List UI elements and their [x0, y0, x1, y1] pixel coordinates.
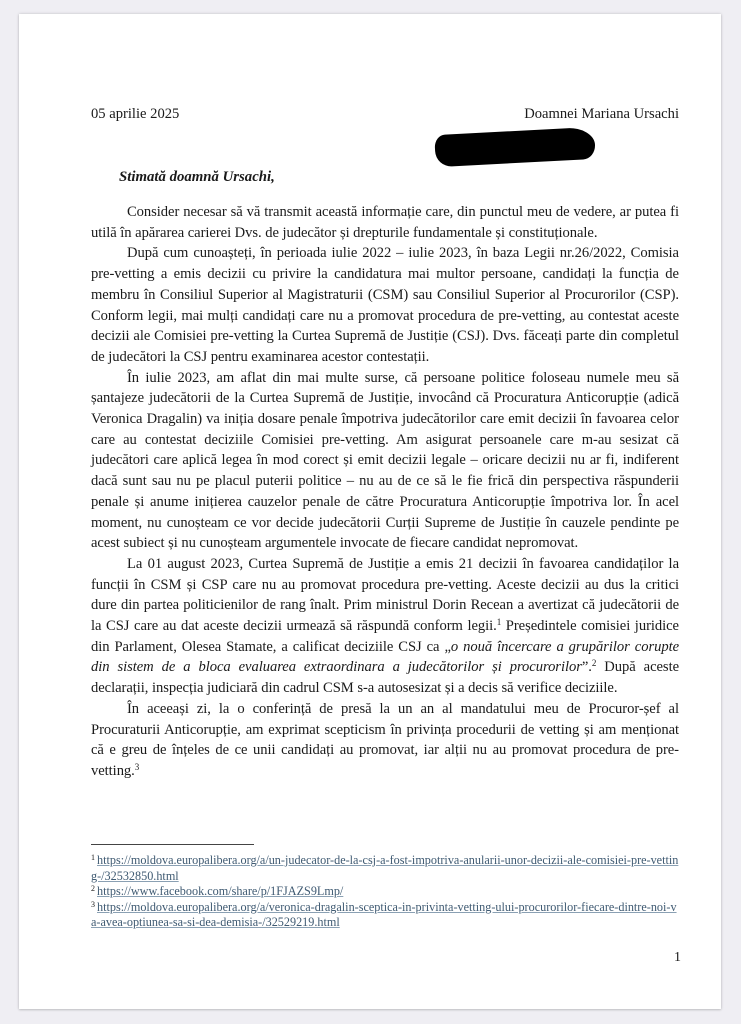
paragraph-1: Consider necesar să vă transmit această informație care, din punctul meu de vedere, ar putea fi utilă în apărarea carierei Dvs. de judecător și drepturile fundamentale și constituționale.: [91, 204, 679, 241]
salutation: Stimată doamnă Ursachi,: [119, 169, 275, 185]
footnote-2-link[interactable]: https://www.facebook.com/share/p/1FJAZS9Lmp/: [97, 884, 344, 898]
footnote-3-link[interactable]: https://moldova.europalibera.org/a/veronica-dragalin-sceptica-in-privinta-vetting-ului-procurorilor-fiecare-dintre-noi-va-avea-optiunea-sa-si-dea-demisia-/32529219.html: [91, 899, 677, 929]
recipient-name: Doamnei Mariana Ursachi: [524, 106, 679, 122]
paragraph-4-part-1: La 01 august 2023, Curtea Supremă de Justiție a emis 21 decizii în favoarea candidaților la funcții în CSM și CSP care nu au promovat procedura pre-vetting. Aceste decizii au dus la critici dure din partea politicienilor de rang înalt. Prim ministrul Dorin Recean a avertizat că judecătorii de la CSJ care au dat aceste decizii urmează să răspundă conform legii.: [91, 555, 679, 635]
paragraph-4-part-2: Președintele comisiei juridice din Parlament, Olesea Stamate, a calificat deciziile CSJ ca: [91, 618, 679, 655]
footnote-ref-3[interactable]: 3: [134, 761, 140, 772]
quote-close-mark: ”.: [581, 659, 592, 676]
footnotes: [91, 853, 679, 931]
footnote-1-link[interactable]: https://moldova.europalibera.org/a/un-judecator-de-la-csj-a-fost-impotriva-anularii-unor-decizii-ale-comisiei-pre-vetting-/32532850.html: [91, 853, 679, 883]
paragraph-2: După cum cunoașteți, în perioada iulie 2022 – iulie 2023, în baza Legii nr.26/2022, Comisia pre-vetting a emis decizii cu privire la candidatura mai multor persoane, candidați la funcția de membru în Consiliul Superior al Magistraturii (CSM) sau Consiliul Superior al Procurorilor (CSP). Conform legii, mai mulți candidați care nu a promovat procedura de pre-vetting, au contestat aceste decizii ale Comisiei pre-vetting la Curtea Supremă de Justiție (CSJ). Dvs. făceați parte din completul de judecători la CSJ pentru examinarea acestor contestații.: [91, 245, 679, 365]
footnote-3-number: 3: [91, 899, 95, 909]
footnote-ref-2[interactable]: 2: [591, 658, 597, 669]
document-page: [19, 14, 721, 1009]
paragraph-5: [91, 699, 679, 782]
quote-open-mark: „: [444, 638, 451, 655]
redacted-address-block: [434, 127, 595, 167]
footnote-2: [91, 884, 679, 900]
paragraph-5-text: În aceeași zi, la o conferință de presă la un an al mandatului meu de Procuror-șef al Procuraturii Anticorupție, am exprimat scepticism în privința procedurii de vetting și am menționat că e greu de înțeles de ce unii candidați au promovat, iar alții nu au promovat procedura de pre-vetting.: [91, 700, 679, 779]
footnote-ref-1[interactable]: 1: [496, 617, 502, 628]
paragraph-4-part-3: După aceste declarații, inspecția judiciară din cadrul CSM s-a autosesizat și a decis să verifice deciziile.: [91, 659, 679, 697]
page-number: 1: [674, 950, 681, 965]
footnote-2-number: 2: [91, 884, 95, 893]
stamate-quote: o nouă încercare a grupărilor corupte din sistem de a bloca evaluarea extraordinara a judecătorilor și procurorilor: [91, 638, 680, 676]
footnote-3: [91, 900, 679, 931]
footnote-divider: [91, 844, 254, 845]
letter-body: [91, 202, 679, 782]
paragraph-3: În iulie 2023, am aflat din mai multe surse, că persoane politice foloseau numele meu să șantajeze judecătorii de la Curtea Supremă de Justiție, invocând că Procuratura Anticorupție (adică Veronica Dragalin) va iniția dosare penale împotriva judecătorilor care emit decizii în favoarea celor care au contestat deciziile Comisiei pre-vetting. Am asigurat persoanele care m-au sesizat că judecători care aplică legea în mod corect și emit decizii legale – oricare decizii nu ar fi, indiferent dacă sunt sau nu pe placul puterii politice – nu au de ce să le fie frică din perspectiva răspunderii penale și anume inițierea cauzelor penale de către Procuratura Anticorupție împotriva lor. În acel moment, nu cunoșteam ce vor decide judecătorii Curții Supreme de Justiție în cauzele pendinte pe acest subiect și nu cunoșteam argumentele invocate de fiecare candidat nepromovat.: [91, 369, 679, 552]
footnote-1-number: 1: [91, 853, 95, 862]
footnote-1: [91, 853, 679, 884]
paragraph-4: [91, 554, 679, 699]
letter-date: 05 aprilie 2025: [91, 106, 180, 122]
